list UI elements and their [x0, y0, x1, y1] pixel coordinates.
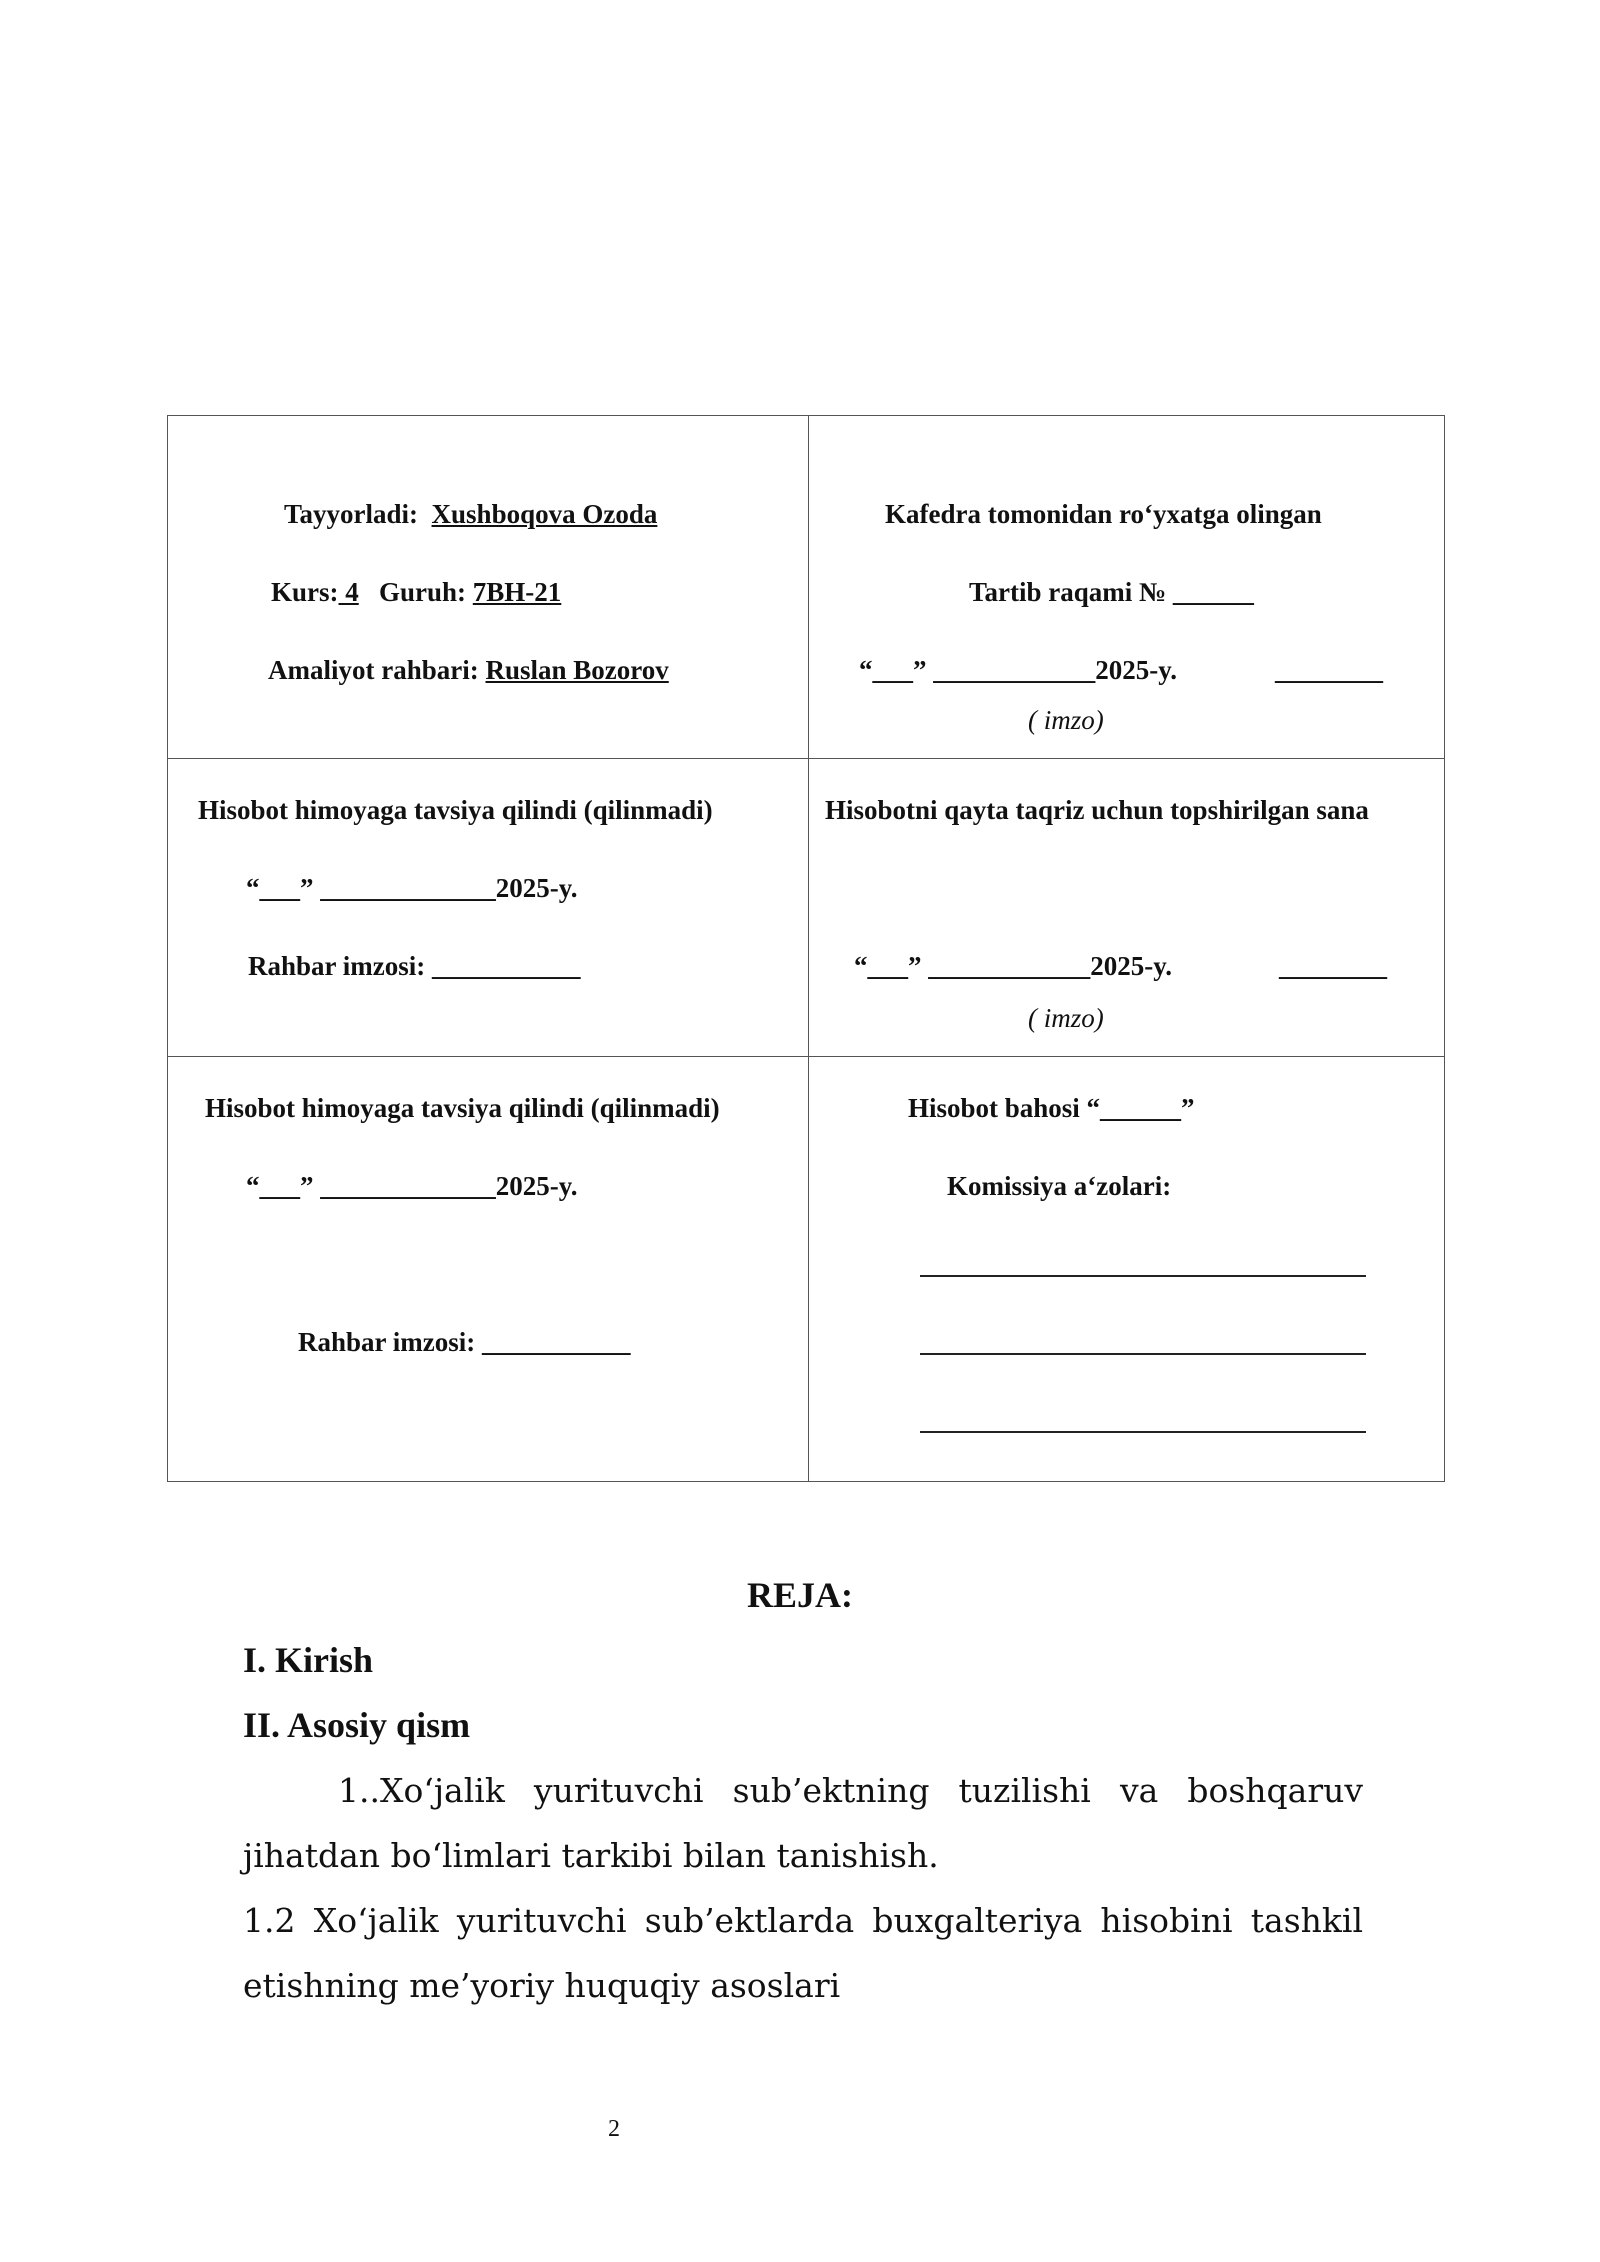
supervisor-line	[268, 654, 669, 686]
defense-date-line: “___” _____________2025-y.	[246, 873, 578, 903]
commission-members-label: Komissiya a‘zolari:	[947, 1171, 1172, 1201]
plan-item-2: 1.2 Xo‘jalik yurituvchi sub’ektlarda buxgalteriya hisobini tashkil etishning me’yoriy huquqiy asoslari	[243, 1901, 1363, 2005]
signature-caption: ( imzo)	[1028, 705, 1104, 735]
plan-section-main: II. Asosiy qism	[243, 1705, 471, 1745]
report-grade-line: Hisobot bahosi “______”	[908, 1093, 1195, 1123]
plan-section-introduction: I. Kirish	[243, 1640, 374, 1680]
course-label: Kurs:	[271, 577, 339, 607]
commission-signature-line	[920, 1353, 1366, 1355]
commission-signature-line	[920, 1431, 1366, 1433]
prepared-by-label: Tayyorladi:	[284, 499, 419, 529]
defense-date-line: “___” _____________2025-y.	[246, 1171, 578, 1201]
defense-recommendation-title: Hisobot himoyaga tavsiya qilindi (qilinmadi)	[205, 1093, 720, 1123]
registration-form-table	[167, 415, 1445, 1482]
commission-signature-line	[920, 1275, 1366, 1277]
group-value: 7BH-21	[472, 577, 562, 607]
prepared-by-line	[284, 498, 657, 530]
defense-recommendation-title: Hisobot himoyaga tavsiya qilindi (qilinmadi)	[198, 795, 713, 825]
order-number-line: Tartib raqami № ______	[969, 577, 1254, 607]
resubmission-signature-blank: ________	[1279, 951, 1387, 981]
row-divider	[168, 758, 1444, 759]
supervisor-name: Ruslan Bozorov	[485, 655, 669, 685]
course-group-line	[271, 576, 561, 608]
registration-date-line: “___” ____________2025-y.	[859, 655, 1178, 685]
student-name: Xushboqova Ozoda	[431, 499, 658, 529]
department-registration-title: Kafedra tomonidan ro‘yxatga olingan	[885, 499, 1322, 529]
group-label: Guruh:	[379, 577, 467, 607]
resubmission-title: Hisobotni qayta taqriz uchun topshirilgan sana	[825, 795, 1369, 825]
page-number: 2	[608, 2116, 620, 2142]
row-divider	[168, 1056, 1444, 1057]
registration-signature-blank: ________	[1275, 655, 1383, 685]
column-divider	[808, 416, 809, 1481]
supervisor-label: Amaliyot rahbari:	[268, 655, 479, 685]
plan-title: REJA:	[747, 1575, 853, 1615]
signature-caption: ( imzo)	[1028, 1003, 1104, 1033]
supervisor-signature-line: Rahbar imzosi: ___________	[248, 951, 581, 981]
plan-item-1: 1..Xo‘jalik yurituvchi sub’ektning tuzilishi va boshqaruv jihatdan bo‘limlari tarkibi bilan tanishish.	[243, 1771, 1363, 1875]
supervisor-signature-line: Rahbar imzosi: ___________	[298, 1327, 631, 1357]
resubmission-date-line: “___” ____________2025-y.	[854, 951, 1173, 981]
course-value: 4	[338, 577, 359, 607]
